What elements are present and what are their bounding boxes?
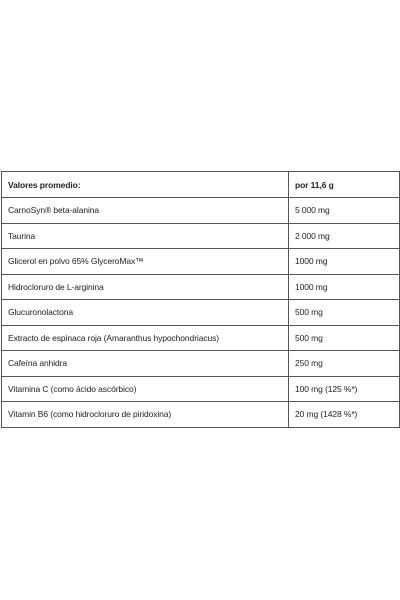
ingredient-amount: 1000 mg bbox=[289, 249, 400, 275]
ingredient-name: Vitamina C (como ácido ascórbico) bbox=[2, 376, 289, 402]
table-row bbox=[2, 351, 400, 377]
ingredient-amount: 2 000 mg bbox=[289, 223, 400, 249]
ingredient-amount: 500 mg bbox=[289, 325, 400, 351]
table-row bbox=[2, 223, 400, 249]
table-row bbox=[2, 402, 400, 428]
ingredient-amount: 5 000 mg bbox=[289, 198, 400, 224]
ingredient-name: Vitamin B6 (como hidrocloruro de piridoxina) bbox=[2, 402, 289, 428]
table-header-row bbox=[2, 172, 400, 198]
ingredient-name: Hidrocloruro de L-arginina bbox=[2, 274, 289, 300]
ingredient-amount: 20 mg (1428 %*) bbox=[289, 402, 400, 428]
nutrition-facts-table bbox=[1, 171, 400, 428]
ingredient-name: Extracto de espinaca roja (Amaranthus hypochondriacus) bbox=[2, 325, 289, 351]
ingredient-amount: 250 mg bbox=[289, 351, 400, 377]
ingredient-name: Glicerol en polvo 65% GlyceroMax™ bbox=[2, 249, 289, 275]
ingredient-amount: 1000 mg bbox=[289, 274, 400, 300]
ingredient-name: Glucuronolactona bbox=[2, 300, 289, 326]
ingredient-name: Cafeína anhidra bbox=[2, 351, 289, 377]
table-row bbox=[2, 249, 400, 275]
header-value-cell: por 11,6 g bbox=[289, 172, 400, 198]
table-row bbox=[2, 300, 400, 326]
table-row bbox=[2, 376, 400, 402]
ingredient-amount: 100 mg (125 %*) bbox=[289, 376, 400, 402]
table-row bbox=[2, 198, 400, 224]
header-name-cell: Valores promedio: bbox=[2, 172, 289, 198]
table-row bbox=[2, 325, 400, 351]
table-row bbox=[2, 274, 400, 300]
ingredient-name: CarnoSyn® beta-alanina bbox=[2, 198, 289, 224]
ingredient-amount: 500 mg bbox=[289, 300, 400, 326]
ingredient-name: Taurina bbox=[2, 223, 289, 249]
